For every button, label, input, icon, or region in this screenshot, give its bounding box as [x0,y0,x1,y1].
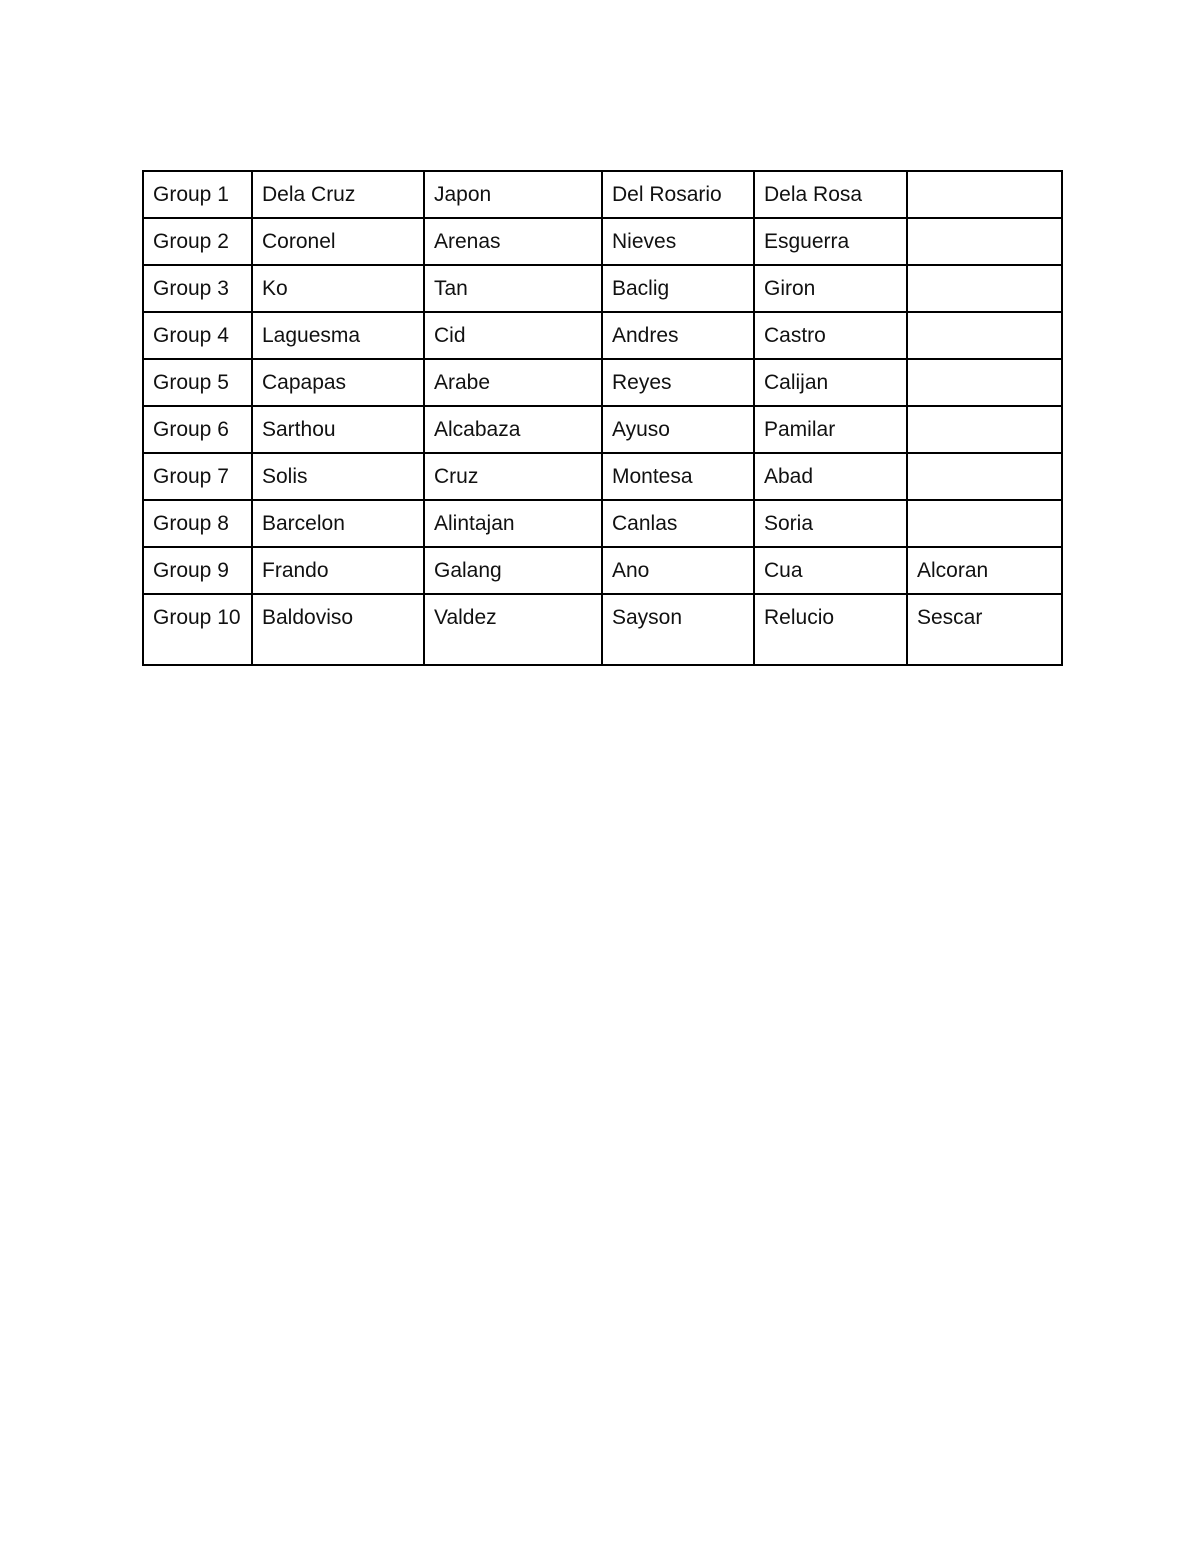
member-name-cell [907,218,1062,265]
group-label-cell: Group 10 [143,594,252,665]
table-row [143,547,1062,594]
member-name-cell: Ano [602,547,754,594]
member-name-cell: Esguerra [754,218,907,265]
member-name-cell: Cid [424,312,602,359]
member-name-cell: Sescar [907,594,1062,665]
member-name-cell [907,359,1062,406]
member-name-cell: Frando [252,547,424,594]
member-name-cell [907,312,1062,359]
table-row [143,218,1062,265]
member-name-cell: Japon [424,171,602,218]
member-name-cell: Cua [754,547,907,594]
table-row [143,500,1062,547]
member-name-cell: Tan [424,265,602,312]
table-row [143,312,1062,359]
member-name-cell: Solis [252,453,424,500]
member-name-cell: Capapas [252,359,424,406]
member-name-cell [907,406,1062,453]
member-name-cell: Del Rosario [602,171,754,218]
group-label-cell: Group 4 [143,312,252,359]
member-name-cell [907,453,1062,500]
member-name-cell: Castro [754,312,907,359]
member-name-cell: Barcelon [252,500,424,547]
group-table-body [143,171,1062,665]
member-name-cell: Arabe [424,359,602,406]
member-name-cell: Valdez [424,594,602,665]
group-label-cell: Group 1 [143,171,252,218]
member-name-cell: Baclig [602,265,754,312]
member-name-cell: Sarthou [252,406,424,453]
member-name-cell: Ayuso [602,406,754,453]
member-name-cell [907,265,1062,312]
group-label-cell: Group 8 [143,500,252,547]
member-name-cell [907,171,1062,218]
group-label-cell: Group 6 [143,406,252,453]
member-name-cell: Calijan [754,359,907,406]
table-row [143,265,1062,312]
member-name-cell: Coronel [252,218,424,265]
member-name-cell: Nieves [602,218,754,265]
member-name-cell: Dela Rosa [754,171,907,218]
member-name-cell: Alcabaza [424,406,602,453]
member-name-cell: Sayson [602,594,754,665]
member-name-cell: Galang [424,547,602,594]
member-name-cell: Dela Cruz [252,171,424,218]
table-row [143,406,1062,453]
member-name-cell: Alcoran [907,547,1062,594]
member-name-cell: Pamilar [754,406,907,453]
member-name-cell: Arenas [424,218,602,265]
member-name-cell [907,500,1062,547]
member-name-cell: Laguesma [252,312,424,359]
member-name-cell: Andres [602,312,754,359]
member-name-cell: Soria [754,500,907,547]
table-row [143,594,1062,665]
group-label-cell: Group 2 [143,218,252,265]
group-label-cell: Group 7 [143,453,252,500]
member-name-cell: Ko [252,265,424,312]
group-table [142,170,1063,666]
member-name-cell: Reyes [602,359,754,406]
member-name-cell: Relucio [754,594,907,665]
member-name-cell: Alintajan [424,500,602,547]
group-label-cell: Group 5 [143,359,252,406]
member-name-cell: Canlas [602,500,754,547]
group-label-cell: Group 3 [143,265,252,312]
member-name-cell: Cruz [424,453,602,500]
table-row [143,453,1062,500]
table-row [143,171,1062,218]
member-name-cell: Abad [754,453,907,500]
member-name-cell: Montesa [602,453,754,500]
member-name-cell: Giron [754,265,907,312]
table-row [143,359,1062,406]
group-label-cell: Group 9 [143,547,252,594]
member-name-cell: Baldoviso [252,594,424,665]
